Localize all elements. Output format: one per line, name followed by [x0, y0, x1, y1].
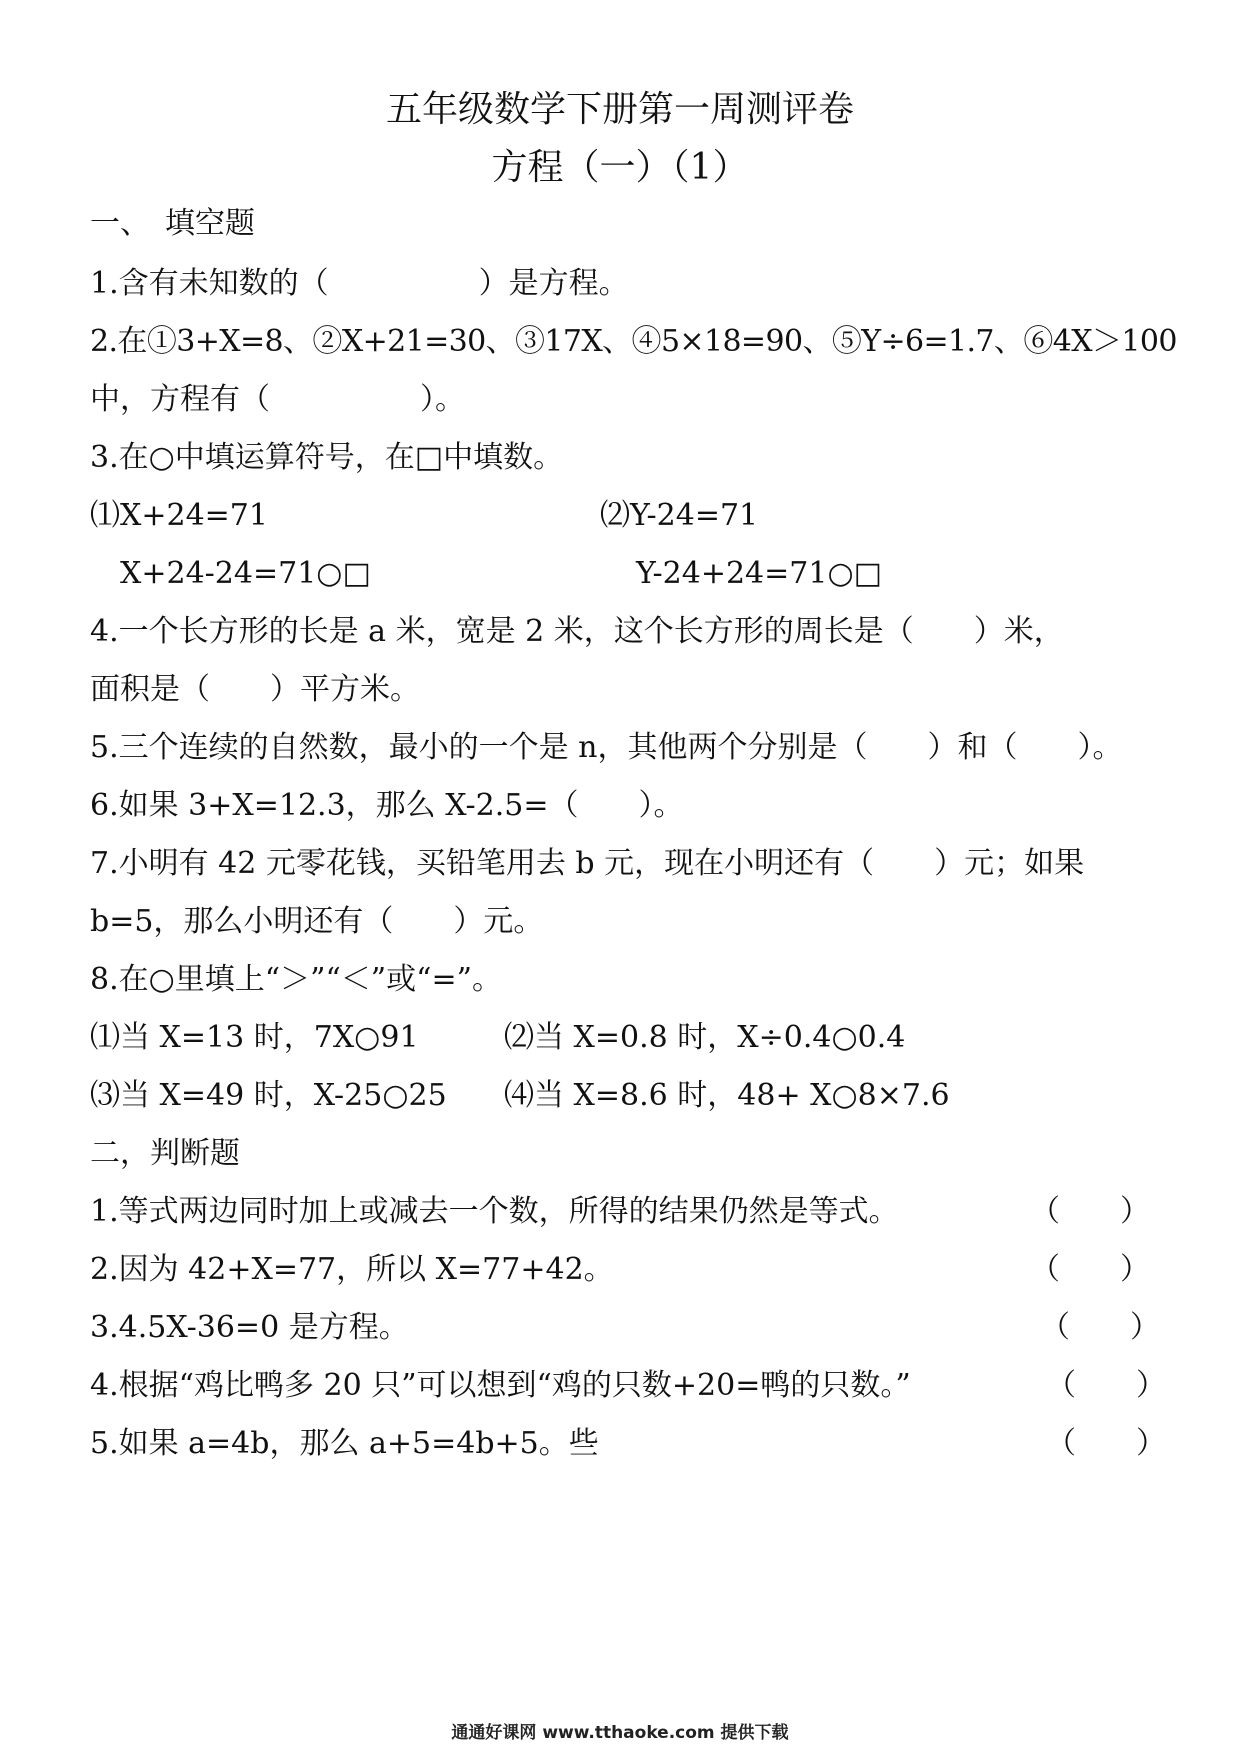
answer-parentheses[interactable]: （ ）	[1040, 1310, 1160, 1345]
judge-item-text: 1.等式两边同时加上或减去一个数，所得的结果仍然是等式。	[90, 1194, 899, 1229]
answer-parentheses[interactable]: （ ）	[1046, 1426, 1166, 1461]
judge-item	[90, 1192, 899, 1232]
question-line: 7.小明有 42 元零花钱，买铅笔用去 b 元，现在小明还有（ ）元；如果	[90, 846, 1085, 881]
judge-item	[90, 1424, 599, 1464]
question-line: 1.含有未知数的（ ）是方程。	[90, 266, 629, 301]
sub-question: ⑵Y-24=71	[600, 498, 759, 533]
section-heading-true-false: 二，判断题	[90, 1136, 240, 1171]
section-heading-fill-blank: 一、 填空题	[90, 206, 255, 241]
question-line: 3.在○中填运算符号，在□中填数。	[90, 440, 564, 475]
question-line: 4.一个长方形的长是 a 米，宽是 2 米，这个长方形的周长是（ ）米，	[90, 614, 1064, 649]
question-line: 面积是（ ）平方米。	[90, 672, 420, 707]
sub-question-step: X+24-24=71○□	[120, 556, 371, 591]
sub-question: ⑴X+24=71	[90, 498, 268, 533]
question-line: b=5，那么小明还有（ ）元。	[90, 904, 544, 939]
page-subtitle: 方程（一）（1）	[491, 147, 749, 188]
sub-question-step: Y-24+24=71○□	[636, 556, 882, 591]
sub-question: ⑷当 X=8.6 时，48+ X○8×7.6	[504, 1078, 950, 1113]
answer-parentheses[interactable]: （ ）	[1030, 1252, 1150, 1287]
judge-item-text: 2.因为 42+X=77，所以 X=77+42。	[90, 1252, 614, 1287]
judge-item	[90, 1250, 614, 1290]
judge-item	[90, 1366, 911, 1406]
answer-parentheses[interactable]: （ ）	[1046, 1368, 1166, 1403]
question-line: 5.三个连续的自然数，最小的一个是 n，其他两个分别是（ ）和（ ）。	[90, 730, 1123, 765]
judge-item-text: 4.根据“鸡比鸭多 20 只”可以想到“鸡的只数+20=鸭的只数。”	[90, 1368, 911, 1403]
question-line: 6.如果 3+X=12.3，那么 X-2.5=（ ）。	[90, 788, 684, 823]
question-line: 2.在①3+X=8、②X+21=30、③17X、④5×18=90、⑤Y÷6=1.7、⑥4X＞100	[90, 324, 1177, 359]
page-title: 五年级数学下册第一周测评卷	[385, 89, 854, 130]
judge-item-text: 3.4.5X-36=0 是方程。	[90, 1310, 409, 1345]
question-line: 中，方程有（ ）。	[90, 382, 465, 417]
footer-download-note: 通通好课网 www.tthaoke.com 提供下载	[451, 1723, 789, 1743]
sub-question: ⑴当 X=13 时，7X○91	[90, 1020, 419, 1055]
judge-item	[90, 1308, 409, 1348]
sub-question: ⑶当 X=49 时，X-25○25	[90, 1078, 447, 1113]
answer-parentheses[interactable]: （ ）	[1030, 1194, 1150, 1229]
question-line: 8.在○里填上“＞”“＜”或“=”。	[90, 962, 502, 997]
judge-item-text: 5.如果 a=4b，那么 a+5=4b+5。些	[90, 1426, 599, 1461]
sub-question: ⑵当 X=0.8 时，X÷0.4○0.4	[504, 1020, 906, 1055]
